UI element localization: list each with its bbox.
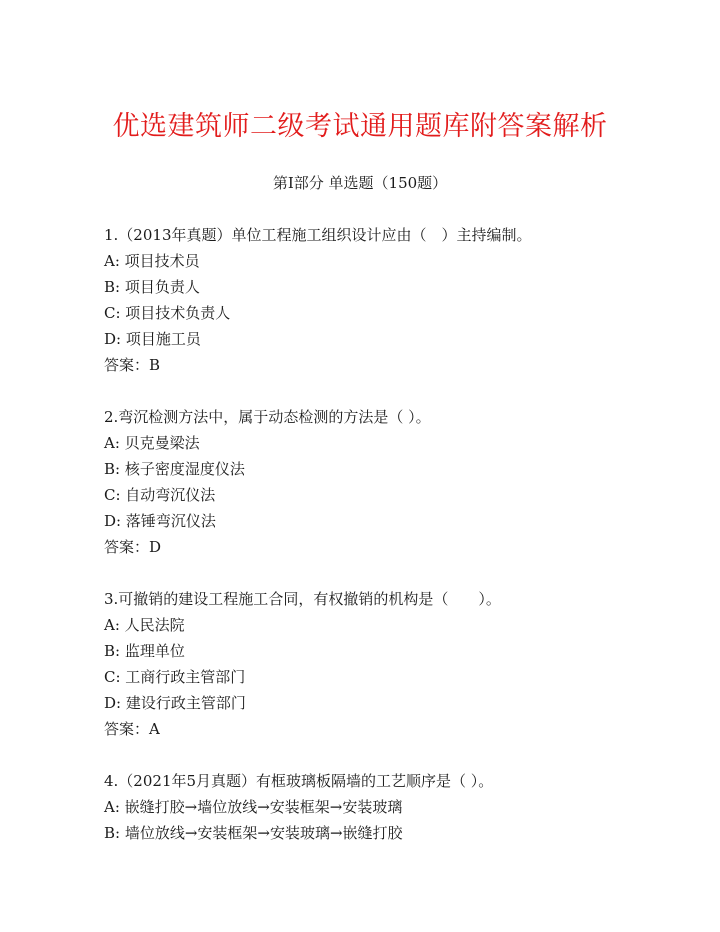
option-d: D: 落锤弯沉仪法 (104, 512, 216, 530)
question-3 (104, 586, 704, 742)
answer-line: 答案：B (104, 356, 161, 374)
question-1 (104, 222, 704, 378)
answer-line: 答案：A (104, 720, 160, 738)
question-2 (104, 404, 704, 560)
option-a: A: 项目技术员 (104, 252, 200, 270)
option-b: B: 核子密度湿度仪法 (104, 460, 245, 478)
option-c: C: 自动弯沉仪法 (104, 486, 216, 504)
option-a: A: 嵌缝打胶→墙位放线→安装框架→安装玻璃 (104, 798, 403, 816)
option-a: A: 贝克曼梁法 (104, 434, 200, 452)
option-b: B: 监理单位 (104, 642, 185, 660)
question-4 (104, 768, 704, 846)
question-stem: 3.可撤销的建设工程施工合同，有权撤销的机构是（ ）。 (104, 590, 501, 608)
question-stem: 2.弯沉检测方法中，属于动态检测的方法是（ ）。 (104, 408, 431, 426)
section-heading: 第Ⅰ部分 单选题（150题） (272, 174, 448, 192)
answer-line: 答案：D (104, 538, 162, 556)
option-d: D: 建设行政主管部门 (104, 694, 246, 712)
question-stem: 4.（2021年5月真题）有框玻璃板隔墙的工艺顺序是（ ）。 (104, 772, 494, 790)
document-title: 优选建筑师二级考试通用题库附答案解析 (112, 111, 608, 142)
option-c: C: 项目技术负责人 (104, 304, 231, 322)
option-a: A: 人民法院 (104, 616, 185, 634)
option-d: D: 项目施工员 (104, 330, 201, 348)
option-b: B: 墙位放线→安装框架→安装玻璃→嵌缝打胶 (104, 824, 403, 842)
option-c: C: 工商行政主管部门 (104, 668, 246, 686)
option-b: B: 项目负责人 (104, 278, 200, 296)
question-list (104, 222, 704, 872)
question-stem: 1.（2013年真题）单位工程施工组织设计应由（ ）主持编制。 (104, 226, 532, 244)
